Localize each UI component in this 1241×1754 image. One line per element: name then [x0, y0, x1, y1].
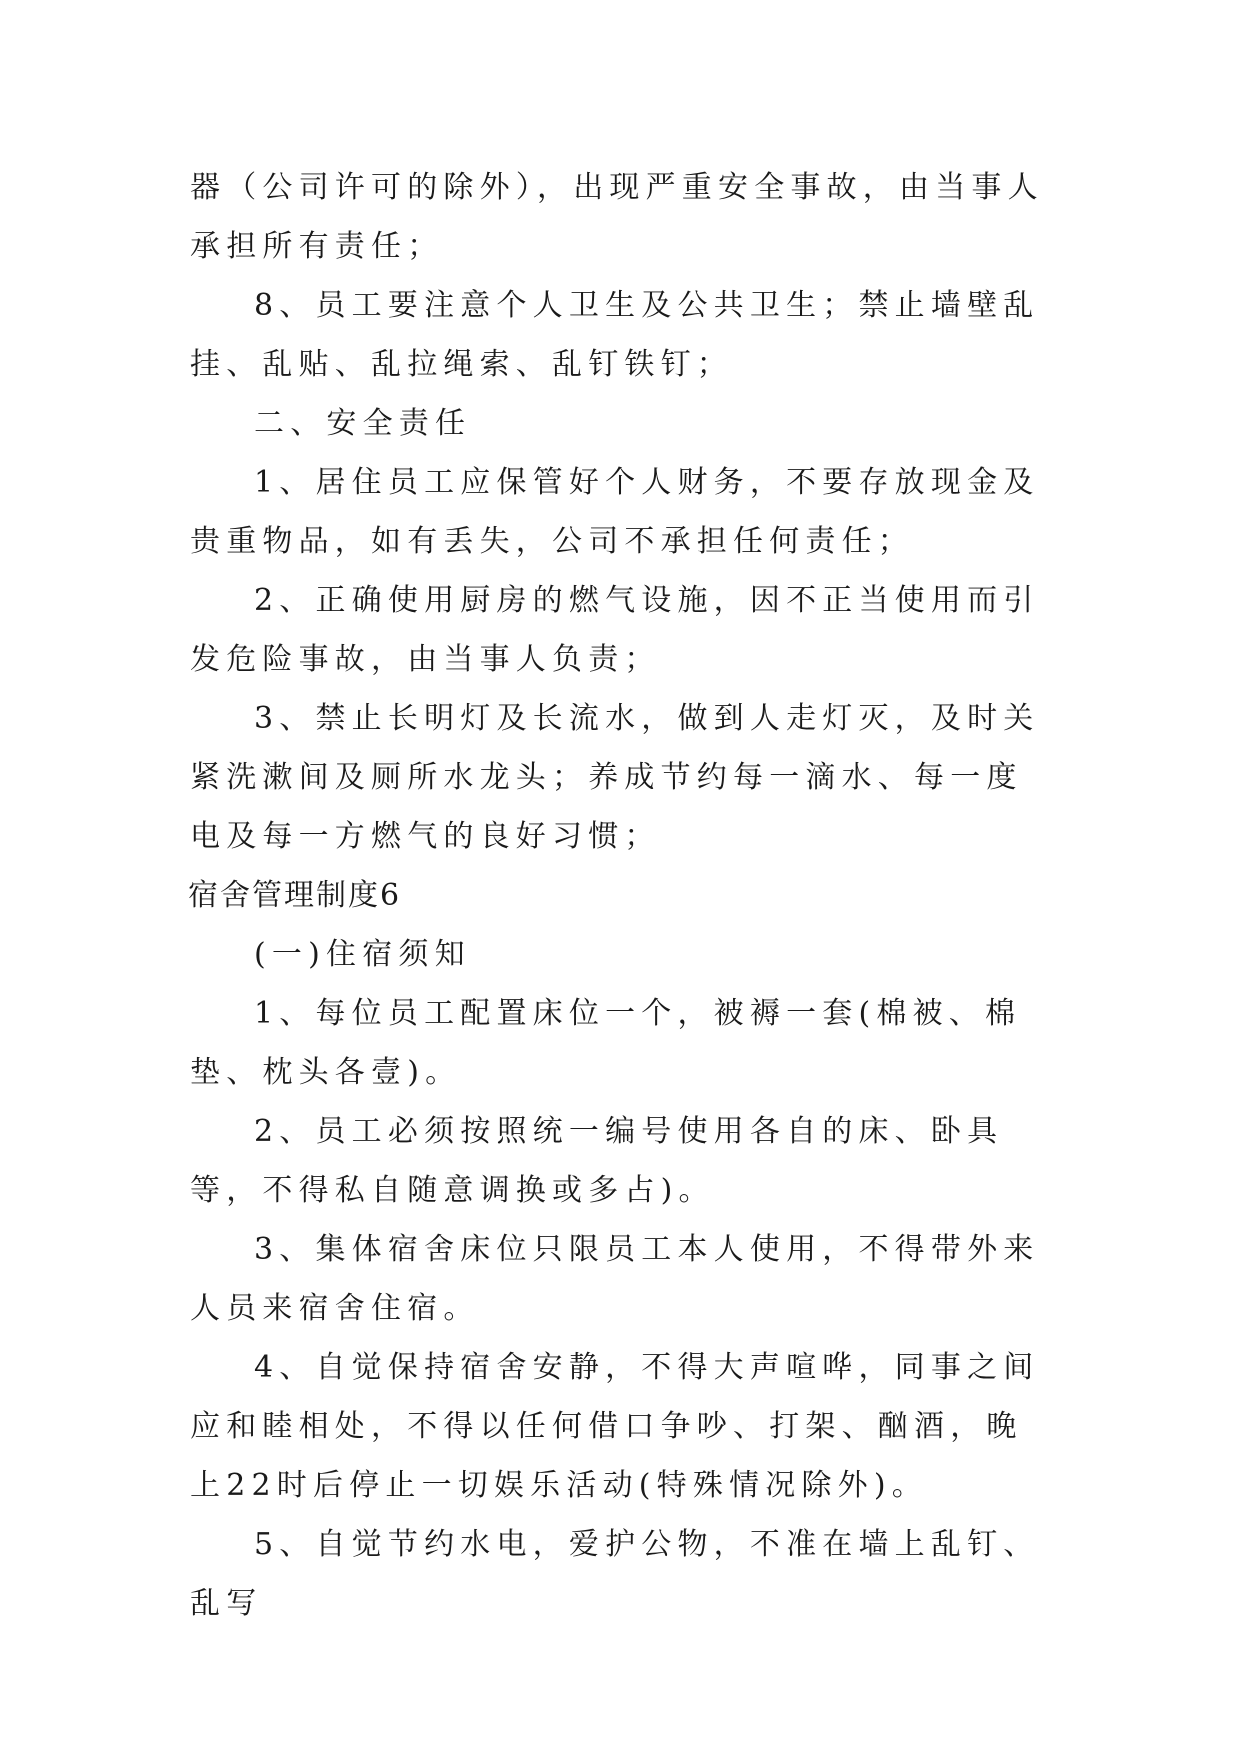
- paragraph-rule-3: 3、集体宿舍床位只限员工本人使用，不得带外来人员来宿舍住宿。: [190, 1232, 1040, 1326]
- subsection-heading-lodging: (一)住宿须知: [254, 937, 471, 972]
- document-title-6: 宿舍管理制度6: [188, 878, 402, 913]
- paragraph-safety-2: 2、正确使用厨房的燃气设施，因不正当使用而引发危险事故，由当事人负责；: [190, 583, 1040, 677]
- paragraph-safety-1: 1、居住员工应保管好个人财务，不要存放现金及贵重物品，如有丢失，公司不承担任何责任；: [190, 465, 1040, 559]
- paragraph-item-8: 8、员工要注意个人卫生及公共卫生；禁止墙壁乱挂、乱贴、乱拉绳索、乱钉铁钉；: [190, 288, 1040, 382]
- paragraph-safety-3: 3、禁止长明灯及长流水，做到人走灯灭，及时关紧洗漱间及厕所水龙头；养成节约每一滴水、每一度电及每一方燃气的良好习惯；: [190, 701, 1040, 854]
- section-heading-safety: 二、安全责任: [254, 406, 472, 441]
- paragraph-continuation-item-7: 器（公司许可的除外），出现严重安全事故，由当事人承担所有责任；: [190, 170, 1044, 264]
- paragraph-rule-1: 1、每位员工配置床位一个，被褥一套(棉被、棉垫、枕头各壹)。: [190, 996, 1022, 1090]
- paragraph-rule-5: 5、自觉节约水电，爱护公物，不准在墙上乱钉、乱写: [190, 1527, 1040, 1621]
- document-page: [190, 158, 1056, 1633]
- paragraph-rule-4: 4、自觉保持宿舍安静，不得大声喧哗，同事之间应和睦相处，不得以任何借口争吵、打架、酗酒，晚上22时后停止一切娱乐活动(特殊情况除外)。: [190, 1350, 1040, 1503]
- paragraph-rule-2: 2、员工必须按照统一编号使用各自的床、卧具等，不得私自随意调换或多占)。: [190, 1114, 1004, 1208]
